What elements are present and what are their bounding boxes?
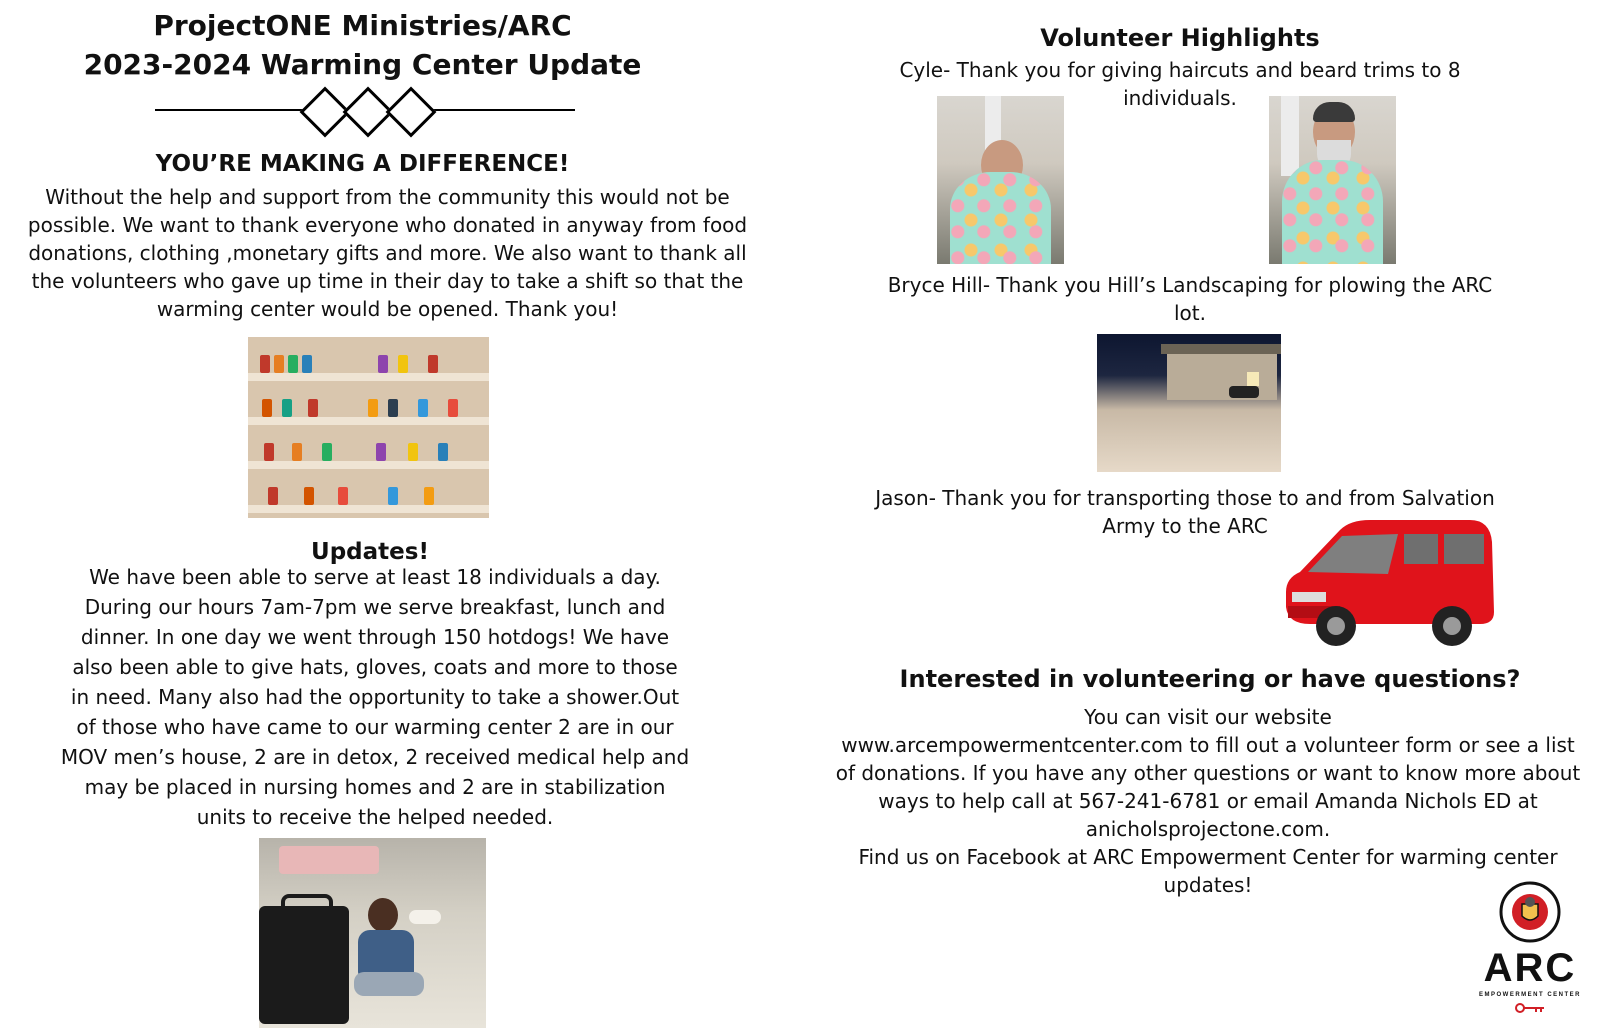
updates-line: During our hours 7am-7pm we serve breakfast, lunch and <box>84 595 666 619</box>
arc-building <box>1167 352 1277 400</box>
cyle-line: individuals. <box>1123 86 1237 110</box>
contact-line: www.arcempowermentcenter.com to fill out a volunteer form or see a list <box>841 733 1575 757</box>
can <box>288 355 298 373</box>
plowed-lot-photo <box>1097 334 1281 472</box>
updates-line: may be placed in nursing homes and 2 are in stabilization <box>84 775 666 799</box>
can <box>448 399 458 417</box>
updates-heading: Updates! <box>311 539 429 565</box>
contact-line: anicholsprojectone.com. <box>1085 817 1331 841</box>
contact-line: ways to help call at 567-241-6781 or email Amanda Nichols ED at <box>878 789 1538 813</box>
can <box>262 399 272 417</box>
updates-line: in need. Many also had the opportunity to take a shower.Out <box>70 685 680 709</box>
rear-window <box>1444 534 1484 564</box>
can <box>388 399 398 417</box>
jason-line: Jason- Thank you for transporting those to and from Salvation <box>875 486 1495 510</box>
page-title <box>60 6 665 84</box>
speaker <box>259 906 349 1024</box>
beard-trim-photo <box>1269 96 1396 264</box>
shelf <box>248 373 489 381</box>
updates-line: We have been able to serve at least 18 individuals a day. <box>89 565 661 589</box>
difference-line: donations, clothing ,monetary gifts and more. We also want to thank all <box>28 241 747 265</box>
person-legs <box>354 972 424 996</box>
barber-cape <box>1282 160 1384 264</box>
divider-line-right <box>427 109 575 111</box>
contact-line: Find us on Facebook at ARC Empowerment Center for warming center <box>858 845 1558 869</box>
updates-line: dinner. In one day we went through 150 hotdogs! We have <box>80 625 670 649</box>
updates-line: of those who have came to our warming center 2 are in our <box>76 715 674 739</box>
can <box>388 487 398 505</box>
speaker-handle <box>281 894 333 912</box>
can <box>418 399 428 417</box>
can <box>260 355 270 373</box>
shelf <box>248 461 489 469</box>
can <box>376 443 386 461</box>
window-light <box>1247 372 1259 386</box>
difference-line: the volunteers who gave up time in their day to take a shift so that the <box>31 269 744 293</box>
pantry-shelves-photo <box>248 337 489 518</box>
title-line-2: 2023-2024 Warming Center Update <box>83 48 642 81</box>
red-van-illustration <box>1280 512 1498 657</box>
title-line-1: ProjectONE Ministries/ARC <box>153 9 572 42</box>
can <box>264 443 274 461</box>
cyle-line: Cyle- Thank you for giving haircuts and beard trims to 8 <box>899 58 1461 82</box>
divider-line-left <box>155 109 305 111</box>
can <box>398 355 408 373</box>
can <box>302 355 312 373</box>
can <box>368 399 378 417</box>
can <box>438 443 448 461</box>
haircut-photo <box>937 96 1064 264</box>
arc-tagline: EMPOWERMENT CENTER <box>1479 992 1581 998</box>
key-icon <box>1514 1002 1548 1014</box>
volunteer-heading: Volunteer Highlights <box>1040 24 1320 52</box>
divider-diamond-3 <box>386 87 437 138</box>
roof <box>1161 344 1281 354</box>
arc-logo <box>1466 880 1594 1020</box>
dog <box>409 910 441 924</box>
contact-line: of donations. If you have any other questions or want to know more about <box>835 761 1581 785</box>
can <box>308 399 318 417</box>
side-window <box>1404 534 1438 564</box>
can <box>424 487 434 505</box>
headlight <box>1292 592 1326 602</box>
title-divider <box>155 88 575 132</box>
can <box>378 355 388 373</box>
can <box>322 443 332 461</box>
updates-line: units to receive the helped needed. <box>196 805 554 829</box>
front-hub <box>1327 617 1345 635</box>
person-head <box>368 898 398 932</box>
project-one-seal <box>1498 880 1562 944</box>
parked-car <box>1229 386 1259 398</box>
knight-head <box>1525 897 1535 907</box>
updates-line: MOV men’s house, 2 are in detox, 2 received medical help and <box>60 745 690 769</box>
can <box>292 443 302 461</box>
difference-line: Without the help and support from the community this would not be <box>45 185 730 209</box>
bryce-line: Bryce Hill- Thank you Hill’s Landscaping for plowing the ARC <box>887 273 1493 297</box>
person-body <box>358 930 414 976</box>
difference-line: possible. We want to thank everyone who donated in anyway from food <box>27 213 748 237</box>
rear-hub <box>1443 617 1461 635</box>
questions-heading: Interested in volunteering or have questions? <box>899 665 1521 693</box>
difference-paragraph <box>10 183 765 323</box>
updates-line: also been able to give hats, gloves, coats and more to those <box>72 655 678 679</box>
can <box>282 399 292 417</box>
can <box>274 355 284 373</box>
contact-line: You can visit our website <box>1084 705 1332 729</box>
can <box>408 443 418 461</box>
contact-paragraph <box>832 703 1584 899</box>
updates-paragraph <box>35 562 715 832</box>
jason-line: Army to the ARC <box>1102 514 1268 538</box>
difference-line: warming center would be opened. Thank you! <box>156 297 619 321</box>
shelf <box>248 417 489 425</box>
can <box>304 487 314 505</box>
can <box>338 487 348 505</box>
pillar <box>1281 96 1299 176</box>
difference-heading: YOU’RE MAKING A DIFFERENCE! <box>155 151 570 177</box>
can <box>428 355 438 373</box>
barber-cape <box>950 172 1052 264</box>
contact-line: updates! <box>1163 873 1253 897</box>
key-ring <box>1516 1004 1524 1012</box>
warming-center-floor-photo <box>259 838 486 1028</box>
bryce-caption <box>860 271 1520 327</box>
arc-wordmark: ARC <box>1483 946 1577 990</box>
bryce-line: lot. <box>1174 301 1206 325</box>
tables-background <box>279 846 379 874</box>
can <box>268 487 278 505</box>
beanie <box>1313 102 1355 122</box>
shelf <box>248 505 489 513</box>
